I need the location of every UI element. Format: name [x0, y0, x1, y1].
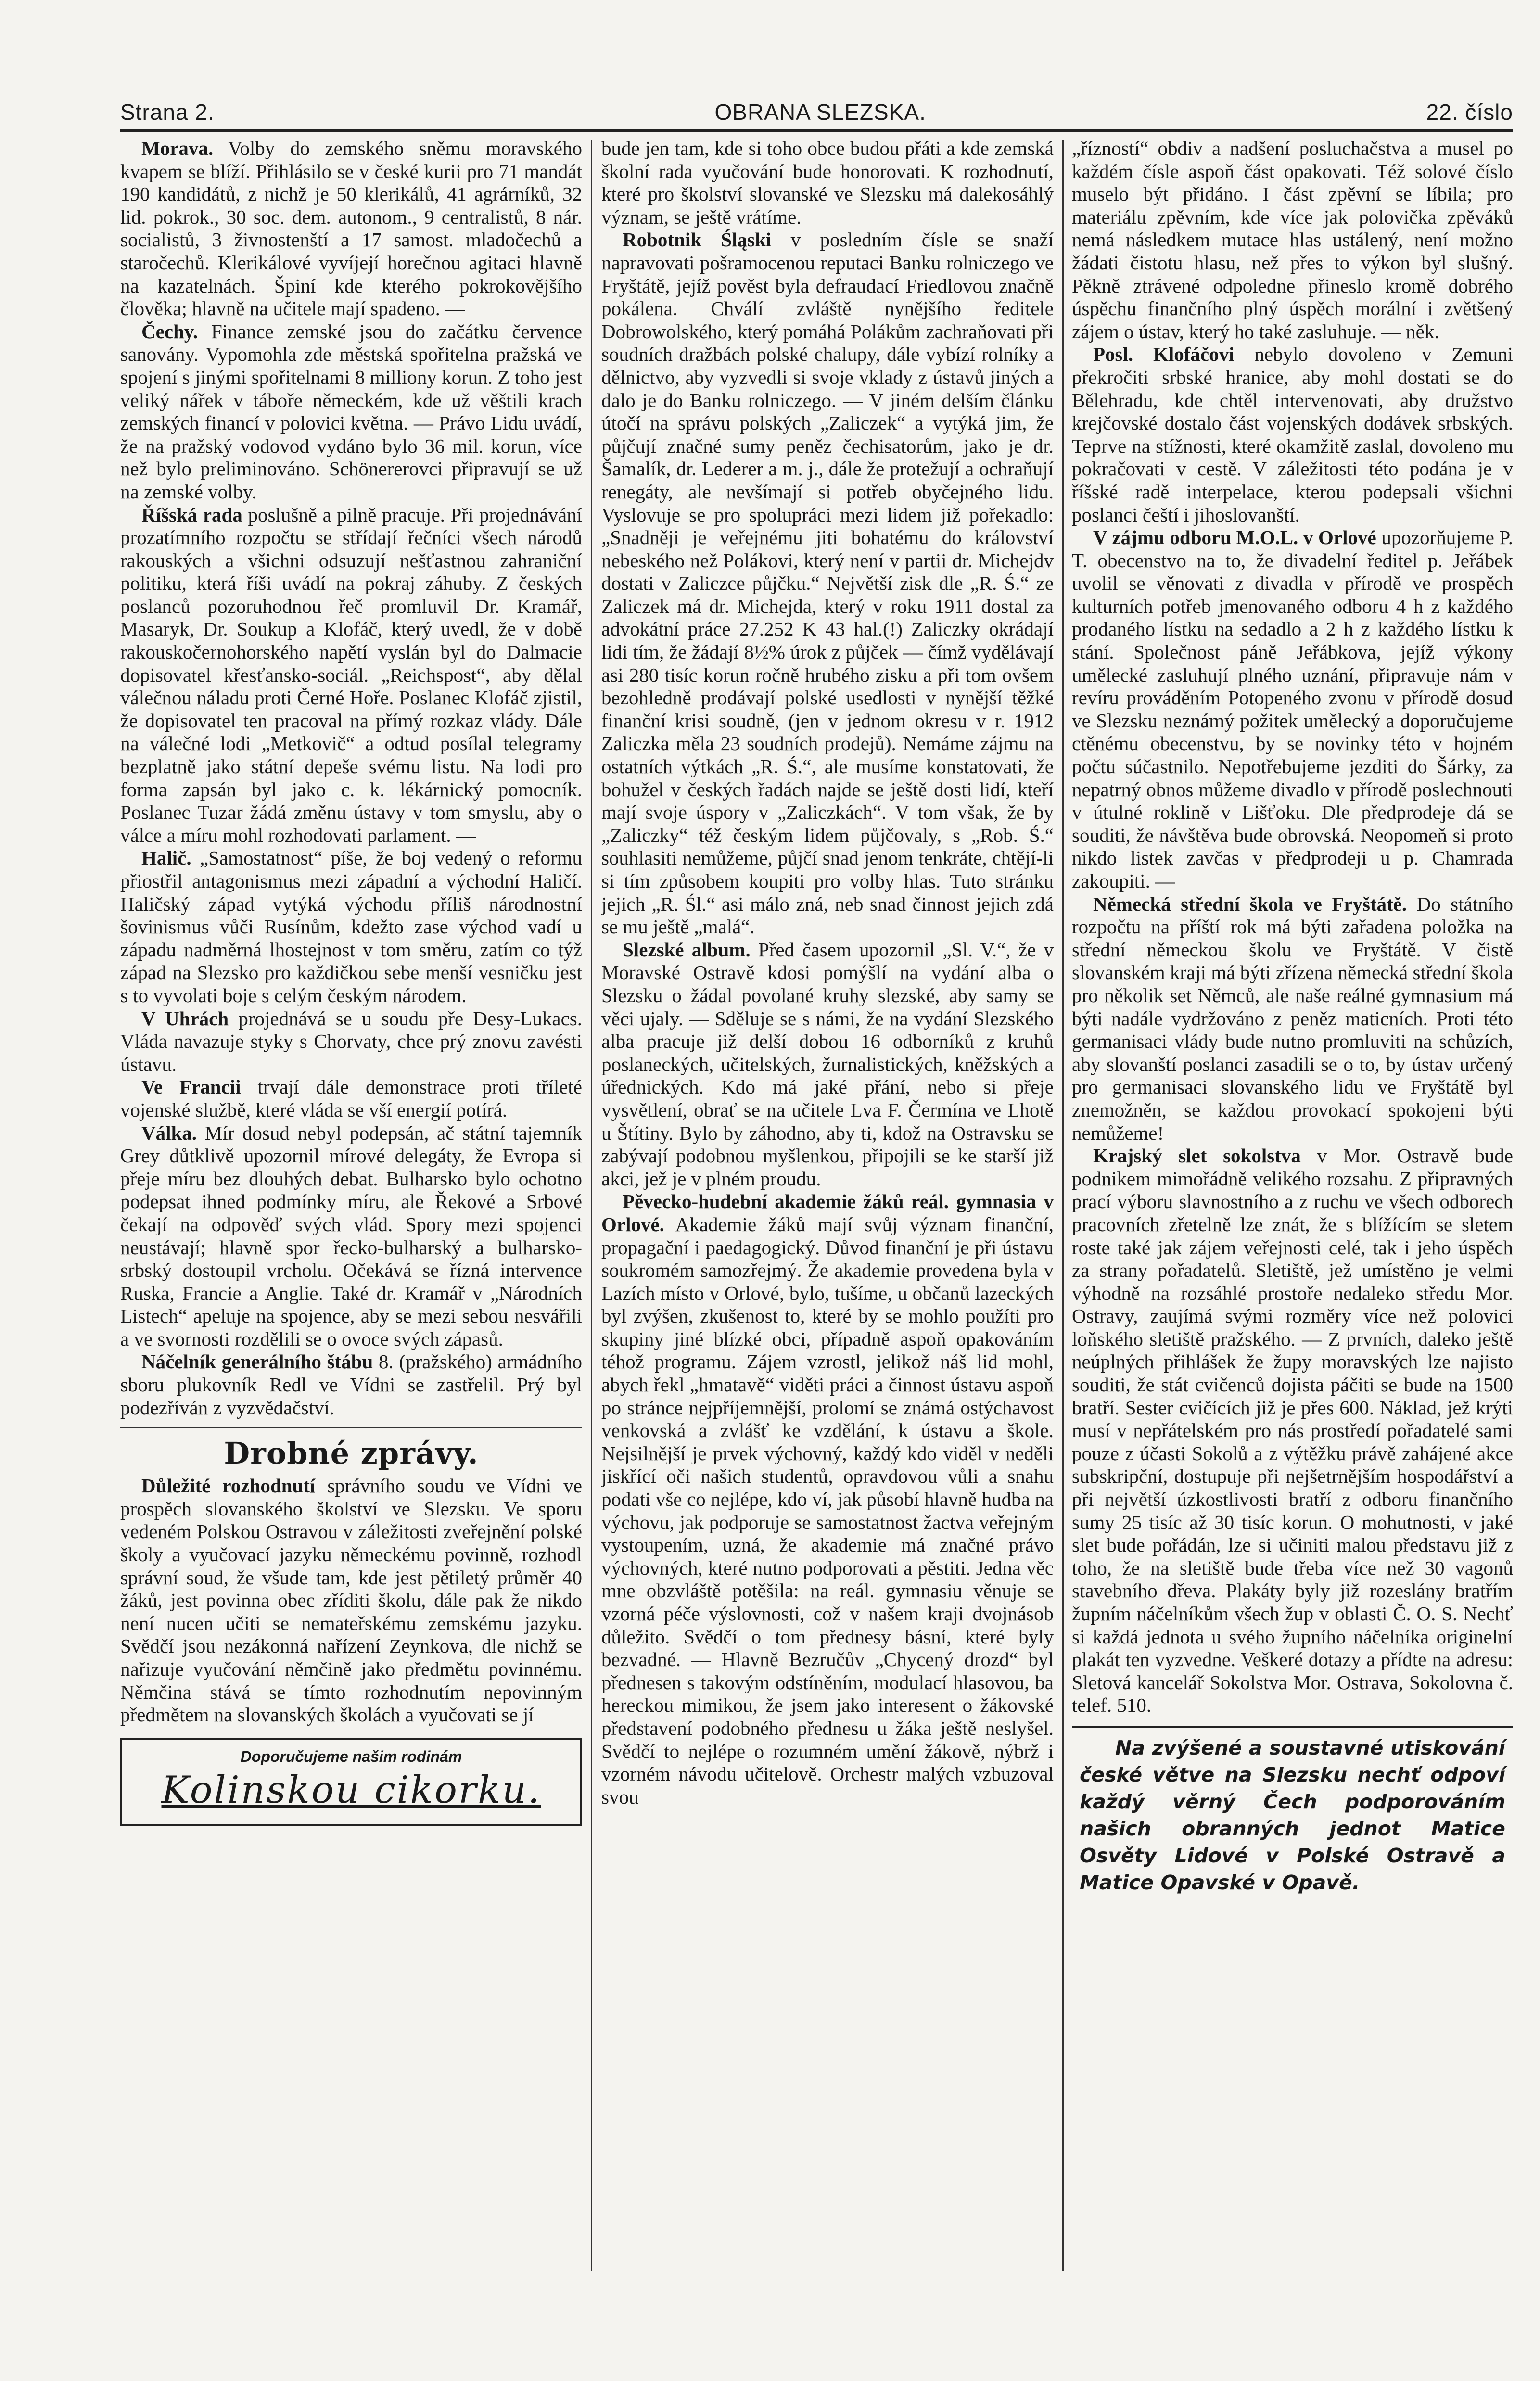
- article-text: projednává se u soudu pře Desy-Lukacs. Vláda navazuje styky s Chorvaty, chce prý znovu zavésti ústavu.: [120, 1007, 582, 1075]
- article-uhry: [120, 1007, 582, 1076]
- article-cechy: [120, 320, 582, 504]
- article-text: správního soudu ve Vídni ve prospěch slovanského školství ve Slezsku. Ve sporu vedeném Polskou Ostravou v záležitosti zveřejnění polské školy a vyučovací jazyku německému povinně, rozhodl správní soud, že všude tam, kde jest pětiletý průměr 40 žáků, jest povinna obec zříditi školu, dále pak že nikdo není nucen učiti se nemateřskému zemskému jazyku. Svědčí jsou nezákonná nařízení Zeynkova, dle nichž se nařizuje vyučování němčině jako předmětu povinnému. Němčina stává se tímto rozhodnutím nepovinným předmětem na slovanských školách a vyučovati se jí: [120, 1475, 582, 1726]
- article-halic: [120, 847, 582, 1007]
- column-2: [601, 137, 1054, 2273]
- article-text: Finance zemské jsou do začátku července sanovány. Vypomohla zde městská spořitelna pražská ve spojení s jinými spořitelnami 8 milliony korun. Z toho jest veliký nářek v táboře německém, kde už věštili krach zemských financí v polovici května. — Právo Lidu uvádí, že na pražský vodovod vydáno bylo 36 mil. korun, více než bylo preliminováno. Schönererovci připravují se už na zemské volby.: [120, 320, 582, 503]
- column-divider: [1062, 140, 1064, 2271]
- article-heading: Morava.: [141, 137, 214, 159]
- section-title: Drobné zprávy.: [224, 1436, 479, 1471]
- article-heading: Německá střední škola ve Fryštátě.: [1093, 892, 1407, 915]
- article-continuation: bude jen tam, kde si toho obce budou přáti a kde zemská školní rada vyučování bude honorovati. K rozhodnutí, které pro školství slovanské ve Slezsku má dalekosáhlý význam, se ještě vrátíme.: [601, 137, 1054, 228]
- article-robotnik-slaski: [601, 229, 1054, 938]
- article-text: Mír dosud nebyl podepsán, ač státní tajemník Grey důtklivě upozornil mírové delegáty, že Evropa si přeje míru bez dlouhých debat. Bulharsko bylo ochotno podepsat ihned podmínky míru, ale Řekové a Srbové čekají na odpověď svých vlád. Spory mezi spojenci neustávají; hlavně spor řecko-bulharský a bulharsko-srbský dostoupil vrcholu. Očekává se řízná intervence Ruska, Francie a Anglie. Také dr. Kramář v „Národních Listech“ apeluje na spojence, aby se mezi sebou nesvářili a ve svornosti rozdělili se o ovoce svých zápasů.: [120, 1121, 582, 1350]
- article-heading: Náčelník generálního štábu: [141, 1350, 373, 1373]
- advertisement-box: [120, 1738, 582, 1826]
- article-klofac: [1072, 343, 1513, 526]
- article-heading: Halič.: [141, 847, 191, 869]
- article-text: „Samostatnost“ píše, že boj vedený o reformu přiostřil antagonismus mezi západní a východní Haličí. Haličský západ vytýká východu příliš národnostní šovinismus vůči Rusínům, kdežto zase východ vadí u západu nadměrná lhostejnost v tom směru, zatím co týž západ na Slezsko pro každičkou sebe menší vesničku jest s to vyvolati boje s celým českým národem.: [120, 847, 582, 1006]
- article-text: Před časem upozornil „Sl. V.“, že v Moravské Ostravě kdosi pomýšlí na vydání alba o Slezsku o žádal povolané kruhy slezské, aby samy se věci ujaly. — Sděluje se s námi, že na vydání Slezského alba pracuje již delší dobou 16 odborníků z kruhů poslaneckých, učitelských, žurnalistických, kněžských a úřednických. Kdo má jaké přání, nebo si přeje vysvětlení, obrať se na učitele Lva F. Čermína ve Lhotě u Štítiny. Bylo by záhodno, aby ti, kdož na Ostravsku se zabývají podobnou myšlenkou, připojili se ke starší již akci, jež je v plném proudu.: [601, 938, 1054, 1190]
- article-continuation: „řízností“ obdiv a nadšení posluchačstva a musel po každém čísle aspoň část opakovati. Též solové číslo muselo být přidáno. I část zpěvní se líbila; pro materiálu zpěvním, kde více jak polovička zpěváků nemá následkem mutace hlas ustálený, není možno žádati čistotu hlasu, než přes to výkon byl slušný. Pěkně ztrávené odpoledne přineslo kromě dobrého úspěchu finančního plný úspěch morální i zvětšený zájem o ústav, který ho také zasluhuje. — něk.: [1072, 137, 1513, 343]
- article-heading: Slezské album.: [623, 938, 751, 961]
- appeal-box: Na zvýšené a soustavné utiskování české větve na Slezsku nechť odpoví každý věrný Čech podporováním našich obranných jednot Matice Osvěty Lidové v Polské Ostravě a Matice Opavské v Opavě.: [1072, 1726, 1513, 1901]
- section-divider: [120, 1427, 582, 1428]
- column-1: [120, 137, 582, 2273]
- article-heading: Čechy.: [141, 320, 198, 343]
- header-rule: [120, 129, 1513, 132]
- column-divider: [591, 140, 592, 2271]
- article-text: Volby do zemského sněmu moravského kvapem se blíží. Přihlásilo se v české kurii pro 71 mandát 190 kandidátů, z nichž je 50 klerikálů, 41 agrárníků, 32 lid. pokrok., 30 soc. dem. autonom., 9 centralistů, 8 nár. socialistů, 3 živnostenští a 17 samost. mladočechů a staročechů. Klerikálové vyvíjejí horečnou agitaci hlavně na kazatelnách. Špiní kde kterého pokrokovějšího člověka; hlavně na učitele mají spadeno. —: [120, 137, 582, 320]
- article-heading: Říšská rada: [141, 503, 242, 526]
- article-heading: V zájmu odboru M.O.L. v Orlové: [1093, 526, 1376, 549]
- article-text: Do státního rozpočtu na příští rok má býti zařadena položka na střední německou školu ve Fryštátě. V čistě slovanském kraji má býti zřízena německá střední škola pro několik set Němců, ale naše reálné gymnasium má býti nadále vydržováno z peněz maticních. Proti této germanisaci vlády bude nutno promluviti na schůzích, aby slovanští poslanci zasadili se o to, by ústav určený pro germanisaci slovanského lidu ve Fryštátě byl znemožněn, se každou provokací spokojeni býti nemůžeme!: [1072, 892, 1513, 1144]
- article-francie: [120, 1076, 582, 1121]
- advertisement-tagline: Doporučujeme našim rodinám: [240, 1747, 462, 1765]
- article-rozhodnuti: [120, 1475, 582, 1727]
- article-text: Akademie žáků mají svůj význam finanční, propagační i paedagogický. Důvod finanční je při ústavu soukromém samozřejmý. Že akademie provedena byla v Lazích místo v Orlové, bylo, tušíme, u občanů lazeckých byl zvýšen, zkušenost to, které by se mohlo použíti pro skupiny jiné blízké obci, případně aspoň opakováním téhož programu. Zájem vzrostl, jelikož náš lid mohl, abych řekl „hmatavě“ viděti práci a činnost ústavu aspoň po stránce nejpříjemnější, prolomí se známá ostýchavost venkovská a zvlášť ke vzdělání, k ústavu a škole. Nejsilnější je prvek výchovný, každý kdo viděl v neděli jiskřící oči našich studentů, opravdovou vůli a snahu podati vše co nejlépe, kdo ví, jak působí hlavně hudba na výchovu, jak podporuje se samostatnost žactva veřejným vystoupením, uzná, že akademie má značné právo výchovných, které nutno podporovati a pěstiti. Jedna věc mne obzvláště potěšila: na reál. gymnasiu věnuje se vzorná péče výslovnosti, což v našem kraji dvojnásob důležito. Svědčí o tom přednesy básní, které byly bezvadné. — Hlavně Bezručův „Chycený drozd“ byl přednesen s takovým odstíněním, modulací hlasovou, ba hereckou mimikou, že jsem jako interesent o žákovské představení podobného přednesu u žáka ještě neslyšel. Svědčí to nejlépe o rozumném umění žákově, nýbrž i vzorném návodu učitelově. Orchestr malých vzbuzoval svou: [601, 1213, 1054, 1808]
- article-text: trvají dále demonstrace proti tříleté vojenské službě, které vláda se vší energií potírá.: [120, 1076, 582, 1121]
- article-heading: Robotnik Śląski: [623, 229, 772, 251]
- issue-number: 22. číslo: [1426, 100, 1513, 125]
- column-3: [1072, 137, 1513, 2273]
- article-text: v posledním čísle se snaží napravovati pošramocenou reputaci Banku rolniczego ve Fryštátě, jejíž pověst byla defraudací Friedlovou značně pokálena. Chválí zvláště nynějšího ředitele Dobrowolského, který pomáhá Polákům zachraňovati při soudních dražbách polské chalupy, dále vybízí rolníky a dělnictvo, aby vyzvedli si svoje vklady z ústavů jiných a dalo je do Banku rolniczego. — V jiném delším článku útočí na správu polských „Zaliczek“ a vytýká jim, že půjčují značné sumy peněz čechisatorům, jako je dr. Šamalík, dr. Lederer a m. j., dále že protežují a ochraňují renegáty, ale nevšímají si potřeb obyčejného lidu. Vyslovuje se pro spolupráci mezi lidem již pořekadlo: „Snadněji je veřejnému jiti bohatému do království nebeského než Polákovi, který není v partii dr. Michejdv dostati v Zaliczce půjčku.“ Největší zisk dle „R. Ś.“ ze Zaliczek má dr. Michejda, který v roku 1911 dostal za advokátní práce 27.252 K 43 hal.(!) Zaliczky okrádají lidi tím, že žádají 8½% úrok z půjček — čímž vydělávají asi 280 tisíc korun ročně hrubého zisku a při tom ovšem bezohledně prodávají polské usedlosti v nynější těžké finanční krisi soudně, (jen v jednom okresu v r. 1912 Zaliczka měla 23 soudních prodejů). Nemáme zájmu na ostatních výtkách „R. Ś.“, ale musíme konstatovati, že bohužel v českých řadách najde se ještě dosti lidí, kteří mají svoje úspory v „Zaliczkách“. V tom však, že by „Zaliczky“ též českým lidem půjčovaly, s „Rob. Ś.“ souhlasiti nemůžeme, půjčí snad jenom tenkráte, chtějí-li si tím způsobem koupiti pro volby hlas. Tuto stránku jejich „R. Śl.“ asi málo zná, neb snad činnost jejich zdá se mu ještě „malá“.: [601, 229, 1054, 938]
- article-nemecka-skola: [1072, 893, 1513, 1145]
- article-heading: Důležité rozhodnutí: [141, 1475, 316, 1497]
- article-nacelnik: [120, 1350, 582, 1419]
- page-number: Strana 2.: [120, 100, 215, 125]
- article-slet-sokolstva: [1072, 1145, 1513, 1717]
- masthead-title: OBRANA SLEZSKA.: [714, 100, 926, 125]
- article-heading: Ve Francii: [141, 1076, 241, 1098]
- page-header: [120, 77, 1513, 125]
- article-text: 8. (pražského) armádního sboru plukovník Redl ve Vídni se zastřelil. Prý byl podezříván z vyzvědačství.: [120, 1350, 582, 1419]
- article-heading: Válka.: [141, 1121, 197, 1144]
- advertisement-brand: Kolinskou cikorku.: [161, 1768, 541, 1812]
- article-text: poslušně a pilně pracuje. Při projednávání prozatímního rozpočtu se střídají řečníci všech národů rakouských a všichni odsuzují nešťastnou zahraniční politiku, která říši uvádí na pokraj záhuby. Z českých poslanců pozoruhodnou řeč promluvil Dr. Kramář, Masaryk, Dr. Soukup a Klofáč, který uvedl, že v době rakouskočernohorského napětí vyslán byl do Dalmacie dopisovatel křesťansko-sociál. „Reichspost“, aby dělal válečnou náladu proti Černé Hoře. Poslanec Klofáč zjistil, že dopisovatel ten pracoval na přímý rozkaz vlády. Dále na válečné lodi „Metkovič“ a odtud posílal telegramy bezplatně jako státní depeše svému listu. Na lodi pro forma zapsán byl jako c. k. lékárnický pomocník. Poslanec Tuzar žádá změnu ústavy v tom smyslu, aby o válce a míru mohl rozhodovati parlament. —: [120, 503, 582, 846]
- article-risska-rada: [120, 504, 582, 847]
- article-heading: Posl. Klofáčovi: [1093, 343, 1235, 366]
- article-text: nebylo dovoleno v Zemuni překročiti srbské hranice, aby mohl dostati se do Bělehradu, kde chtěl intervenovati, aby družstvo krejčovské dostalo část vojenských dodávek srbských. Teprve na stížnosti, které okamžitě zaslal, dovoleno mu pokračovati v cestě. V záležitosti této podána je v říšské radě interpelace, kterou podepsali všichni poslanci čeští i jihoslovanští.: [1072, 343, 1513, 526]
- article-heading: Pěvecko-hudební akademie žáků reál. gymnasia v Orlové.: [601, 1190, 1054, 1235]
- article-text: upozorňujeme P. T. obecenstvo na to, že divadelní ředitel p. Jeřábek uvolil se věnovati z divadla v přírodě ve prospěch kulturních potřeb jmenovaného odboru 4 h z každého prodaného lístku na sedadlo a 2 h z každého lístku k stání. Společnost páně Jeřábkova, jejíž výkony umělecké zasluhují plného uznání, připravuje nám v revíru prováděním Potopeného zvonu v přírodě dosud ve Slezsku neznámý požitek umělecký a doporučujeme ctěnému obecenstvu, by se novinky této v hojném počtu súčastnilo. Nepotřebujeme jezditi do Šárky, za nepatrný obnos můžeme divadlo v přírodě poslechnouti v útulné roklině v Lišťoku. Dle předprodeje dá se souditi, že návštěva bude obrovská. Neopomeň si proto nikdo listek zavčas v předprodeji u p. Chamrada zakoupiti. —: [1072, 526, 1513, 892]
- article-text: v Mor. Ostravě bude podnikem mimořádně velikého rozsahu. Z připravných prací výboru slavnostního a z ruchu ve všech odborech pracovních zřetelně lze znát, že s blížícím se sletem roste také jak zájem veřejnosti celé, tak i jeho úspěch za strany pořadatelů. Sletiště, jež umístěno je velmi výhodně na rozsáhlé prostoře nedaleko středu Mor. Ostravy, zaujímá svými rozměry více než polovici loňského sletiště pražského. — Z prvních, daleko ještě neúplných přihlášek že župy moravských lze najisto souditi, že stát cvičenců dojista páčiti se bude na 1500 bratří. Sester cvičících již je přes 600. Náklad, jež krýti musí v nepřátelském pro nás prostředí pořadatelé sami pouze z účasti Sokolů a z výtěžku právě zahájené akce subskripční, dostupuje při nejšetrnějším hospodářství a při největší úzkostlivosti bratří z odboru finančního sumy 25 tisíc až 30 tisíc korun. O mohutnosti, v jaké slet bude pořádán, lze si učiniti malou představu již z toho, že na sletiště bude třeba více než 30 vagonů stavebního dřeva. Plakáty byly již rozeslány bratřím župním náčelníkům všech žup v oblasti Č. O. S. Nechť si každá jednota u svého župního náčelníka originelní plakát ten vyzvedne. Veškeré dotazy a přídte na adresu: Sletová kancelář Sokolstva Mor. Ostrava, Sokolovna č. telef. 510.: [1072, 1145, 1513, 1717]
- article-slezske-album: [601, 939, 1054, 1191]
- article-heading: Krajský slet sokolstva: [1093, 1145, 1301, 1167]
- article-mol-orlova: [1072, 526, 1513, 893]
- article-morava: [120, 137, 582, 320]
- article-valka: [120, 1122, 582, 1351]
- article-akademie: [601, 1190, 1054, 1808]
- article-heading: V Uhrách: [141, 1007, 229, 1030]
